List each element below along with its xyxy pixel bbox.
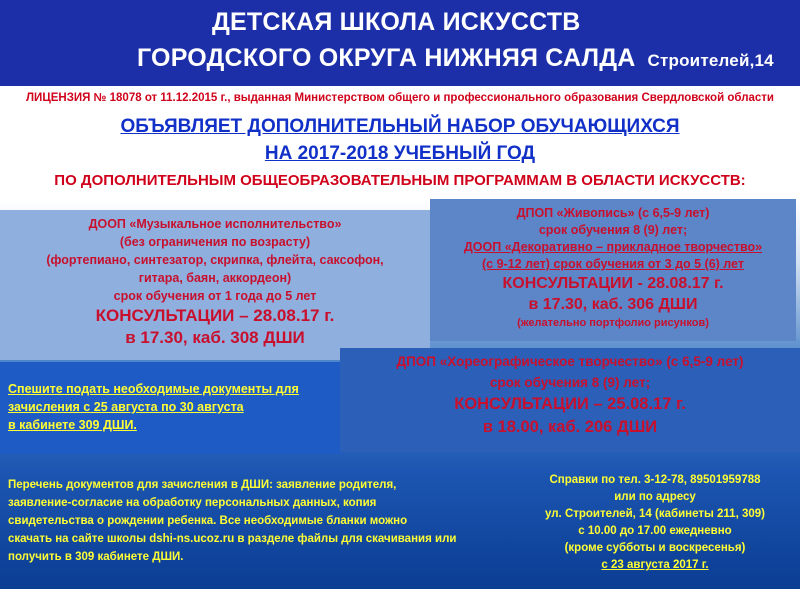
art-line3: ДООП «Декоративно – прикладное творчество»	[463, 240, 763, 254]
art-note: (желательно портфолио рисунков)	[517, 317, 709, 329]
contacts-line5: (кроме субботы и воскресенья)	[564, 542, 746, 554]
contacts-line6: с 23 августа 2017 г.	[601, 559, 709, 571]
art-program-box	[430, 199, 796, 341]
license-text: ЛИЦЕНЗИЯ № 18078 от 11.12.2015 г., выданная Министерством общего и профессионального образования Свердловской области	[25, 92, 774, 104]
art-line2: срок обучения 8 (9) лет;	[538, 223, 688, 237]
announcement-line2: НА 2017-2018 УЧЕБНЫЙ ГОД	[264, 143, 536, 164]
dance-program-box	[340, 348, 800, 452]
documents-list	[8, 476, 478, 566]
music-instruments-1: (фортепиано, синтезатор, скрипка, флейта, саксофон,	[46, 253, 384, 267]
header-banner	[0, 0, 800, 86]
submit-line3: в кабинете 309 ДШИ.	[8, 418, 137, 432]
dance-consult: КОНСУЛЬТАЦИИ – 25.08.17 г.	[454, 395, 686, 413]
dance-title: ДПОП «Хореографическое творчество» (с 6,5-9 лет)	[396, 354, 744, 369]
submit-line2: зачисления с 25 августа по 30 августа	[8, 400, 244, 414]
music-title: ДООП «Музыкальное исполнительство»	[88, 217, 342, 231]
art-line4: (с 9-12 лет) срок обучения от 3 до 5 (6) лет	[482, 257, 744, 271]
music-program-box	[0, 210, 430, 360]
music-consult: КОНСУЛЬТАЦИИ – 28.08.17 г.	[95, 306, 335, 325]
music-instruments-2: гитара, баян, аккордеон)	[138, 271, 292, 285]
dance-place: в 18.00, каб. 206 ДШИ	[482, 418, 658, 436]
docs-line2: заявление-согласие на обработку персональных данных, копия	[8, 497, 377, 509]
dance-duration: срок обучения 8 (9) лет;	[489, 375, 651, 390]
submit-docs-box	[0, 362, 342, 454]
school-address: Строителей,14	[647, 51, 774, 70]
announcement-line3: ПО ДОПОЛНИТЕЛЬНЫМ ОБЩЕОБРАЗОВАТЕЛЬНЫМ ПРОГРАММАМ В ОБЛАСТИ ИСКУССТВ:	[54, 172, 746, 189]
docs-line5: получить в 309 кабинете ДШИ.	[8, 551, 184, 563]
music-duration: срок обучения от 1 года до 5 лет	[113, 289, 317, 303]
docs-line3: свидетельства о рождении ребенка. Все необходимые бланки можно	[8, 515, 408, 527]
announcement-line1: ОБЪЯВЛЯЕТ ДОПОЛНИТЕЛЬНЫЙ НАБОР ОБУЧАЮЩИХСЯ	[120, 116, 680, 137]
art-place: в 17.30, каб. 306 ДШИ	[528, 296, 698, 313]
music-place: в 17.30, каб. 308 ДШИ	[125, 328, 305, 347]
art-line1: ДПОП «Живопись» (с 6,5-9 лет)	[516, 206, 710, 220]
contact-info	[520, 472, 790, 574]
docs-line1: Перечень документов для зачисления в ДШИ: заявление родителя,	[8, 479, 397, 491]
school-title-district: ГОРОДСКОГО ОКРУГА НИЖНЯЯ САЛДА	[137, 44, 636, 72]
contacts-line2: или по адресу	[614, 491, 696, 503]
school-title-line1: ДЕТСКАЯ ШКОЛА ИСКУССТВ	[212, 8, 581, 36]
contacts-line3: ул. Строителей, 14 (кабинеты 211, 309)	[545, 508, 765, 520]
docs-line4: скачать на сайте школы dshi-ns.ucoz.ru в разделе файлы для скачивания или	[8, 533, 457, 545]
contacts-line1: Справки по тел. 3-12-78, 89501959788	[549, 474, 761, 486]
contacts-line4: с 10.00 до 17.00 ежедневно	[578, 525, 732, 537]
school-title-line2	[137, 44, 774, 73]
submit-line1: Спешите подать необходимые документы для	[8, 382, 299, 396]
music-age: (без ограничения по возрасту)	[119, 235, 311, 249]
art-consult: КОНСУЛЬТАЦИИ - 28.08.17 г.	[502, 275, 724, 292]
